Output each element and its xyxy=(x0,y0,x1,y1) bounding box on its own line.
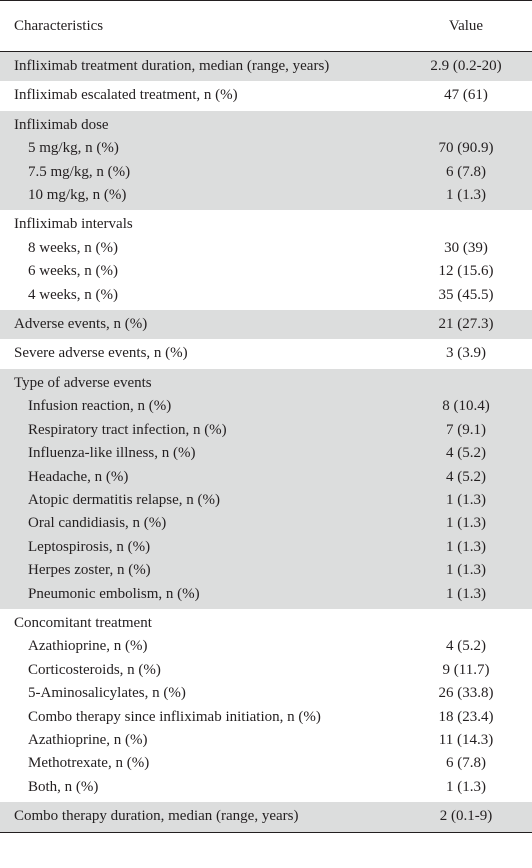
table-row xyxy=(0,52,532,82)
row-label: Adverse events, n (%) xyxy=(0,310,400,339)
table-row xyxy=(0,442,532,465)
table-row xyxy=(0,536,532,559)
row-value: 70 (90.9) xyxy=(400,137,532,160)
table-row xyxy=(0,706,532,729)
header-row xyxy=(0,1,532,52)
row-label: Azathioprine, n (%) xyxy=(28,731,148,748)
group-escalated-treatment xyxy=(0,81,532,110)
row-label: Concomitant treatment xyxy=(14,614,152,631)
row-value: 2 (0.1-9) xyxy=(400,802,532,832)
row-value: 7 (9.1) xyxy=(400,419,532,442)
row-value: 35 (45.5) xyxy=(438,286,494,303)
row-label: 10 mg/kg, n (%) xyxy=(0,184,400,210)
row-value: 6 (7.8) xyxy=(400,161,532,184)
row-label: Infliximab dose xyxy=(0,111,400,137)
row-value: 1 (1.3) xyxy=(400,583,532,609)
row-value xyxy=(400,210,532,236)
table-row xyxy=(0,635,532,658)
row-label: Herpes zoster, n (%) xyxy=(0,559,400,582)
row-value xyxy=(400,609,532,635)
row-value: 3 (3.9) xyxy=(446,345,486,362)
table-row xyxy=(0,161,532,184)
row-label: Azathioprine, n (%) xyxy=(28,638,148,655)
row-label: Infusion reaction, n (%) xyxy=(0,395,400,418)
table-row xyxy=(0,260,532,283)
table-row xyxy=(0,729,532,752)
row-label: Both, n (%) xyxy=(28,778,99,795)
group-concomitant-treatment xyxy=(0,609,532,802)
table-header xyxy=(0,1,532,52)
table-row xyxy=(0,395,532,418)
table-row xyxy=(0,237,532,260)
row-label: Infliximab treatment duration, median (range, years) xyxy=(0,52,400,82)
group-adverse-events xyxy=(0,310,532,339)
table-row xyxy=(0,81,532,110)
group-type-adverse-events xyxy=(0,369,532,609)
row-label: 4 weeks, n (%) xyxy=(28,286,118,303)
row-value: 6 (7.8) xyxy=(446,755,486,772)
table-row xyxy=(0,310,532,339)
row-value: 1 (1.3) xyxy=(400,184,532,210)
row-label: 6 weeks, n (%) xyxy=(28,263,118,280)
table-row xyxy=(0,284,532,310)
row-value: 26 (33.8) xyxy=(438,685,494,702)
row-label: Respiratory tract infection, n (%) xyxy=(0,419,400,442)
row-value: 4 (5.2) xyxy=(400,466,532,489)
table-row xyxy=(0,419,532,442)
row-value: 1 (1.3) xyxy=(400,489,532,512)
row-value xyxy=(400,111,532,137)
table-row xyxy=(0,210,532,236)
row-label: Leptospirosis, n (%) xyxy=(0,536,400,559)
row-label: Influenza-like illness, n (%) xyxy=(0,442,400,465)
table-row xyxy=(0,776,532,802)
row-value: 11 (14.3) xyxy=(438,731,494,748)
table-row xyxy=(0,583,532,609)
row-label: Combo therapy since infliximab initiation, n (%) xyxy=(28,708,321,725)
row-value: 21 (27.3) xyxy=(400,310,532,339)
header-value: Value xyxy=(400,1,532,52)
table-row xyxy=(0,184,532,210)
row-label: Atopic dermatitis relapse, n (%) xyxy=(0,489,400,512)
row-label: 5 mg/kg, n (%) xyxy=(0,137,400,160)
row-value: 4 (5.2) xyxy=(400,442,532,465)
row-label: Type of adverse events xyxy=(0,369,400,395)
row-label: Infliximab escalated treatment, n (%) xyxy=(14,87,238,104)
row-value: 1 (1.3) xyxy=(400,512,532,535)
group-treatment-duration xyxy=(0,52,532,82)
row-label: Headache, n (%) xyxy=(0,466,400,489)
row-value: 12 (15.6) xyxy=(438,263,494,280)
row-label: Methotrexate, n (%) xyxy=(28,755,150,772)
row-label: Oral candidiasis, n (%) xyxy=(0,512,400,535)
table-row xyxy=(0,489,532,512)
row-value: 1 (1.3) xyxy=(400,559,532,582)
row-label: Combo therapy duration, median (range, years) xyxy=(0,802,400,832)
group-combo-therapy-duration xyxy=(0,802,532,832)
group-infliximab-dose xyxy=(0,111,532,211)
row-label: Pneumonic embolism, n (%) xyxy=(0,583,400,609)
row-value: 47 (61) xyxy=(444,87,488,104)
table-row xyxy=(0,559,532,582)
row-label: 5-Aminosalicylates, n (%) xyxy=(28,685,186,702)
table-row xyxy=(0,512,532,535)
row-label: 7.5 mg/kg, n (%) xyxy=(0,161,400,184)
row-label: Infliximab intervals xyxy=(14,216,133,233)
table-row xyxy=(0,609,532,635)
table-row xyxy=(0,339,532,368)
row-value: 1 (1.3) xyxy=(446,778,486,795)
table-row xyxy=(0,752,532,775)
row-value: 9 (11.7) xyxy=(442,661,490,678)
row-label: 8 weeks, n (%) xyxy=(28,239,118,256)
group-severe-adverse-events xyxy=(0,339,532,368)
group-infliximab-intervals xyxy=(0,210,532,310)
row-value: 1 (1.3) xyxy=(400,536,532,559)
row-value xyxy=(400,369,532,395)
table-row xyxy=(0,682,532,705)
table-row xyxy=(0,111,532,137)
table-row xyxy=(0,369,532,395)
row-label: Corticosteroids, n (%) xyxy=(28,661,161,678)
row-value: 30 (39) xyxy=(444,239,488,256)
row-label: Severe adverse events, n (%) xyxy=(14,345,188,362)
row-value: 8 (10.4) xyxy=(400,395,532,418)
row-value: 4 (5.2) xyxy=(446,638,486,655)
row-value: 18 (23.4) xyxy=(438,708,494,725)
row-value: 2.9 (0.2-20) xyxy=(400,52,532,82)
table-row xyxy=(0,659,532,682)
table-row xyxy=(0,466,532,489)
header-characteristics: Characteristics xyxy=(0,1,400,52)
table-row xyxy=(0,137,532,160)
table-row xyxy=(0,802,532,832)
